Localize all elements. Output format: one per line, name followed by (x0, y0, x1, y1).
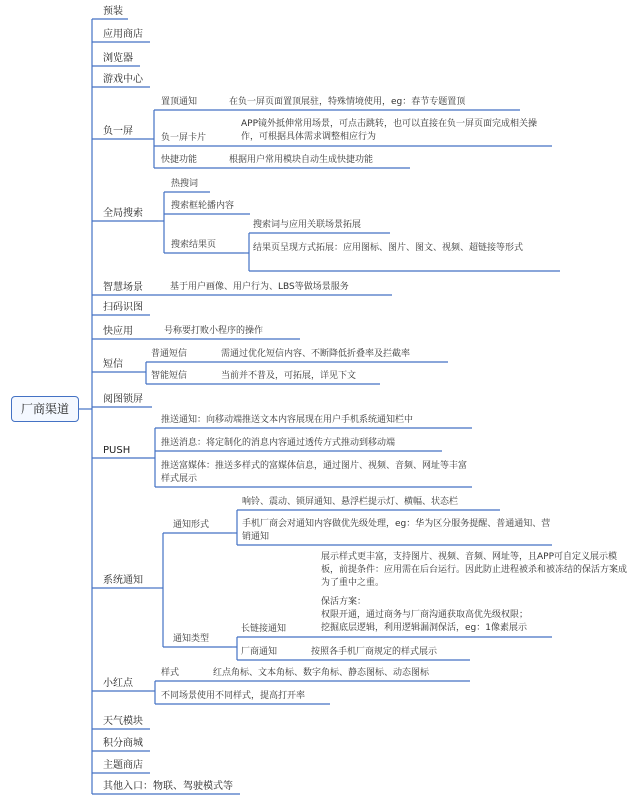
l1-sys-notify: 系统通知 (103, 575, 143, 586)
l1-other: 其他入口：物联、驾驶模式等 (103, 781, 233, 792)
l1-smart-scene: 智慧场景 (103, 282, 143, 293)
l1-quickapp: 快应用 (103, 326, 133, 337)
sysnotify-type: 通知类型 (173, 634, 210, 644)
push-rich: 推送富媒体：推送多样式的富媒体信息，通过图片、视频、音频、网址等丰富样式展示 (161, 461, 468, 484)
search-hot: 热搜词 (171, 179, 199, 189)
l1-browser: 浏览器 (103, 53, 133, 64)
sysnotify-keep-a: 权限开通，通过商务与厂商沟通获取高优先级权限； (321, 610, 529, 620)
sysnotify-long: 长链接通知 (241, 624, 287, 634)
l1-sms: 短信 (103, 359, 123, 370)
sms-smart-desc: 当前并不普及，可拓展，详见下文 (221, 371, 357, 381)
l1-scan: 扫码识图 (103, 302, 143, 313)
minus-one-pin-desc: 在负一屏页面置顶展驻，特殊情境使用，eg：春节专题置顶 (229, 97, 466, 107)
search-results-b: 结果页呈现方式拓展：应用图标、图片、图文、视频、超链接等形式 (253, 243, 524, 253)
minus-one-shortcut: 快捷功能 (161, 155, 198, 165)
sysnotify-vendor-desc: 按照各手机厂商规定的样式展示 (311, 647, 438, 657)
root-node: 厂商渠道 (11, 396, 79, 422)
quickapp-desc: 号称要打败小程序的操作 (164, 326, 264, 336)
sms-smart: 智能短信 (151, 371, 188, 381)
minus-one-card-desc: APP镜外抵伸常用场景，可点击跳转，也可以直接在负一屏页面完成相关操作，可根据具体需求调整相应行为 (241, 119, 538, 142)
search-results-a: 搜索词与应用关联场景拓展 (253, 220, 362, 230)
push-notify: 推送通知：向移动端推送文本内容展现在用户手机系统通知栏中 (161, 415, 414, 425)
sms-normal-desc: 需通过优化短信内容、不断降低折叠率及拦截率 (221, 349, 411, 359)
sysnotify-form-b: 手机厂商会对通知内容做优先级处理，eg：华为区分服务提醒、普通通知、营销通知 (242, 519, 551, 542)
reddot-style-desc: 红点角标、文本角标、数字角标、静态图标、动态图标 (213, 668, 430, 678)
sms-normal: 普通短信 (151, 349, 188, 359)
l1-points: 积分商城 (103, 738, 143, 749)
sysnotify-vendor: 厂商通知 (241, 647, 278, 657)
sysnotify-form: 通知形式 (173, 520, 210, 530)
sysnotify-long-desc: 展示样式更丰富，支持图片、视频、音频、网址等，且APP可自定义展示模板，前提条件：应用需在后台运行。因此防止进程被杀和被冻结的保活方案成为了重中之重。 (321, 552, 628, 588)
search-results: 搜索结果页 (171, 240, 217, 250)
l1-red-dot: 小红点 (103, 678, 133, 689)
minus-one-card: 负一屏卡片 (161, 133, 207, 143)
l1-lockscreen: 阅图锁屏 (103, 394, 143, 405)
l1-global-search: 全局搜索 (103, 208, 143, 219)
reddot-style: 样式 (161, 668, 180, 678)
search-carousel: 搜索框轮播内容 (171, 201, 235, 211)
l1-push: PUSH (103, 445, 131, 456)
sysnotify-keep-title: 保活方案： (321, 597, 367, 607)
push-msg: 推送消息：将定制化的消息内容通过透传方式推动到移动端 (161, 438, 396, 448)
l1-preinstall: 预装 (103, 6, 123, 17)
l1-weather: 天气模块 (103, 716, 143, 727)
l1-gamecenter: 游戏中心 (103, 74, 143, 85)
minus-one-shortcut-desc: 根据用户常用模块自动生成快捷功能 (229, 155, 374, 165)
sysnotify-form-a: 响铃、震动、锁屏通知、悬浮栏提示灯、横幅、状态栏 (242, 497, 459, 507)
smart-scene-desc: 基于用户画像、用户行为、LBS等做场景服务 (170, 282, 349, 292)
l1-minus-one: 负一屏 (103, 126, 133, 137)
reddot-usage: 不同场景使用不同样式，提高打开率 (161, 691, 306, 701)
sysnotify-keep-b: 挖掘底层逻辑，利用逻辑漏洞保活，eg：1像素展示 (321, 623, 527, 633)
minus-one-pin: 置顶通知 (161, 97, 198, 107)
l1-theme: 主题商店 (103, 760, 143, 771)
l1-appstore: 应用商店 (103, 29, 143, 40)
